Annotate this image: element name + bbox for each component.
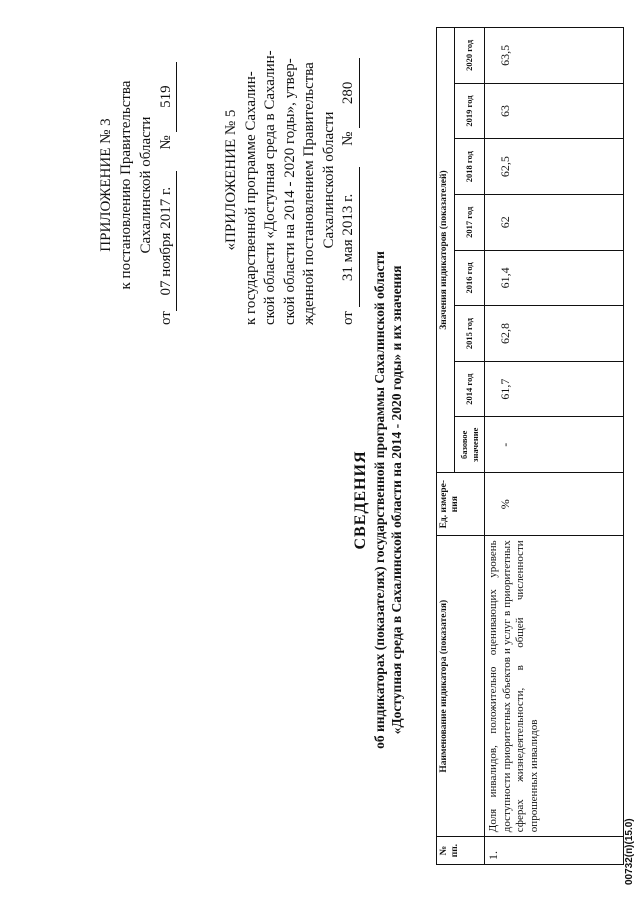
header-base-value: базовое значение	[455, 417, 485, 473]
row-value-2016: 61,4	[485, 250, 624, 306]
row-name: Доля инвалидов, положительно оценивающих уровень доступности приоритетных объектов и услуг в приоритетных сферах жизнедеятельности, в общей численности опрошенных инвалидов	[485, 536, 624, 837]
row-num: 1.	[485, 837, 624, 865]
appendix-5-block	[222, 35, 360, 325]
header-year-2016: 2016 год	[455, 250, 485, 306]
appendix-3-line-2: Сахалинской области	[138, 116, 154, 254]
document-heading	[352, 245, 405, 755]
appendix-3-from-label: от	[158, 311, 174, 325]
appendix-5-line-4: жденной постановлением Правительства	[301, 62, 317, 325]
header-year-2020: 2020 год	[455, 28, 485, 84]
appendix-5-date: 31 мая 2013 г.	[339, 167, 360, 307]
header-year-2014: 2014 год	[455, 361, 485, 417]
header-unit: Ед. измере-ния	[437, 473, 485, 536]
header-name: Наименование индикатора (показателя)	[437, 536, 485, 837]
document-code: 00732(п)(15.0)	[624, 818, 635, 885]
header-year-2017: 2017 год	[455, 194, 485, 250]
header-year-2018: 2018 год	[455, 139, 485, 195]
appendix-5-no-label: №	[340, 131, 356, 146]
row-value-base: -	[485, 417, 624, 473]
row-unit: %	[485, 473, 624, 536]
document-subtitle-line-2: «Доступная среда в Сахалинской области на 2014 - 2020 годы» и их значения	[389, 265, 404, 735]
appendix-5-line-2: ской области «Доступная среда в Сахалин-	[262, 50, 278, 325]
appendix-5-title: «ПРИЛОЖЕНИЕ № 5	[223, 109, 239, 251]
appendix-3-number: 519	[156, 62, 177, 132]
appendix-3-line-1: к постановлению Правительства	[118, 80, 134, 290]
header-values: Значения индикаторов (показателей)	[437, 28, 455, 473]
appendix-3-date: 07 ноября 2017 г.	[156, 171, 177, 311]
appendix-5-line-1: к государственной программе Сахалин-	[242, 71, 259, 325]
header-year-2015: 2015 год	[455, 306, 485, 362]
table-row	[485, 28, 624, 865]
row-value-2015: 62,8	[485, 306, 624, 362]
appendix-3-title: ПРИЛОЖЕНИЕ № 3	[98, 118, 114, 252]
indicators-table	[436, 27, 624, 865]
row-value-2019: 63	[485, 83, 624, 139]
header-year-2019: 2019 год	[455, 83, 485, 139]
appendix-5-line-3: ской области на 2014 - 2020 годы», утвер-	[281, 58, 298, 325]
appendix-3-block	[96, 45, 177, 325]
row-value-2014: 61,7	[485, 361, 624, 417]
row-value-2020: 63,5	[485, 28, 624, 84]
document-subtitle-line-1: об индикаторах (показателях) государственной программы Сахалинской области	[372, 251, 387, 749]
row-value-2018: 62,5	[485, 139, 624, 195]
appendix-5-line-5: Сахалинской области	[320, 111, 337, 249]
appendix-3-no-label: №	[158, 135, 174, 150]
appendix-5-number: 280	[339, 58, 360, 128]
document-title: СВЕДЕНИЯ	[352, 450, 369, 550]
row-value-2017: 62	[485, 194, 624, 250]
header-num: № пп.	[437, 837, 485, 865]
appendix-3-date-line	[156, 45, 177, 325]
appendix-5-from-label: от	[340, 311, 356, 325]
